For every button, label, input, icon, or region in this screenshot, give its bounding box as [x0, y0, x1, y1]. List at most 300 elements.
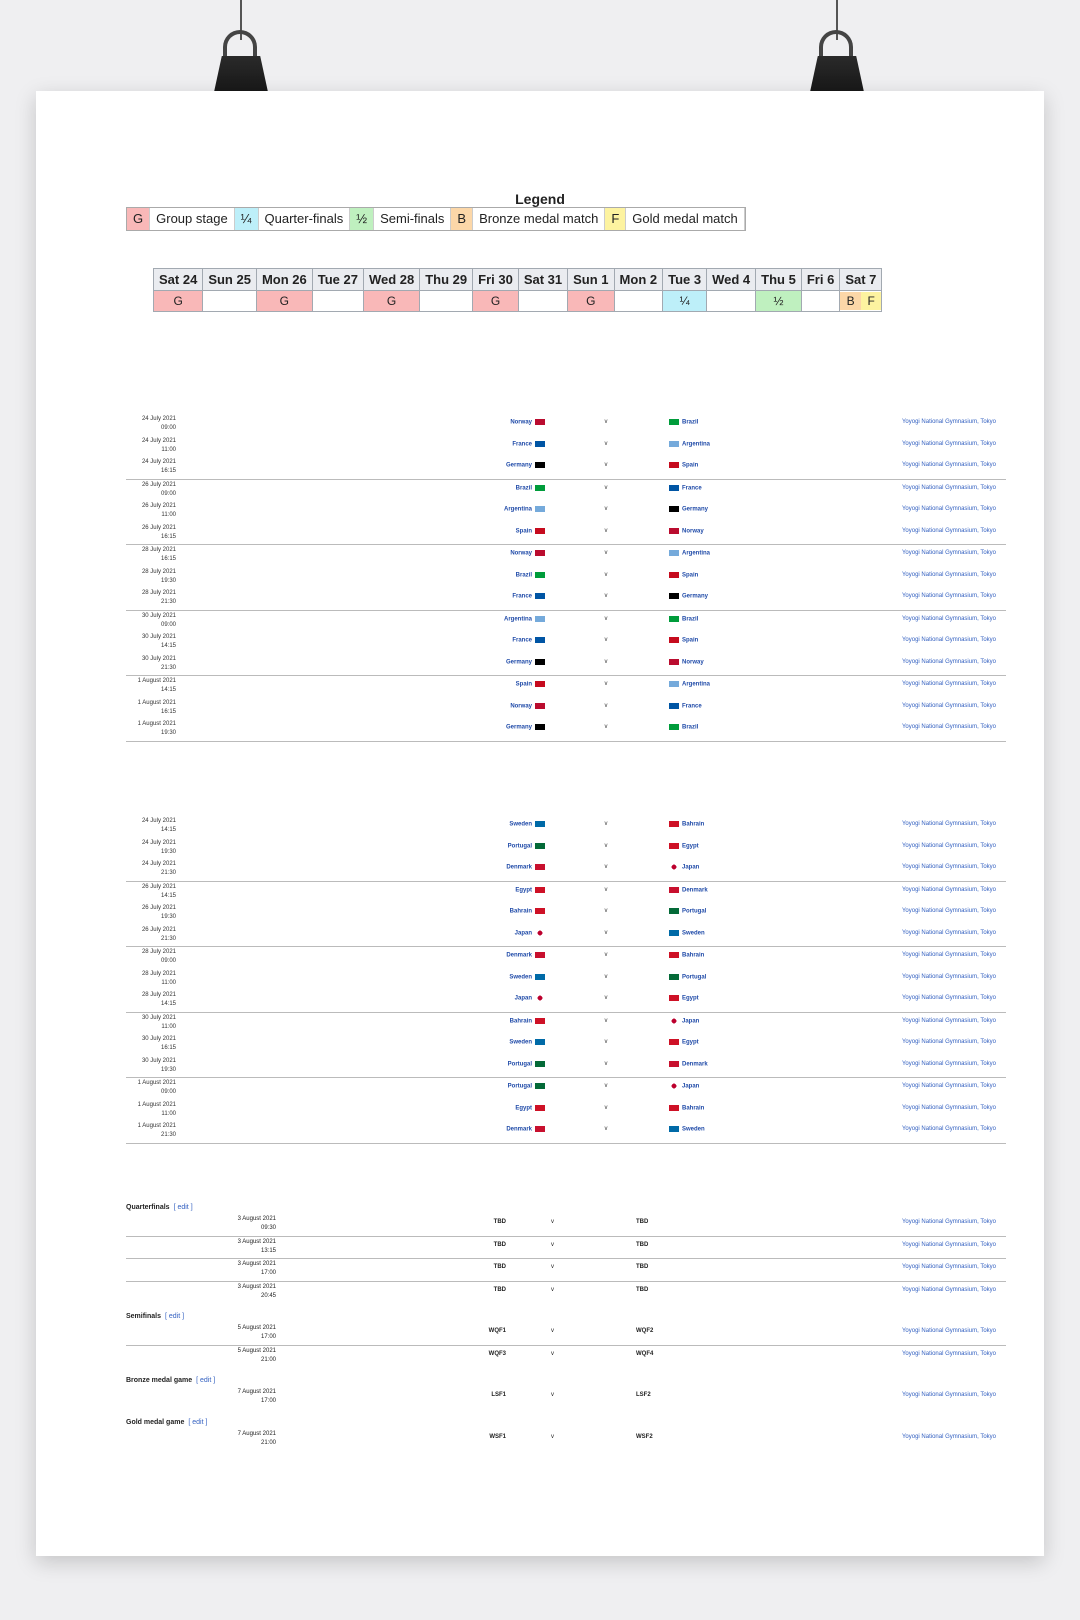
match-date: 30 July 2021	[141, 634, 176, 640]
away-team	[666, 974, 866, 981]
flag-icon	[535, 659, 545, 665]
match-time: 19:30	[160, 848, 176, 855]
home-team-name: France	[512, 593, 532, 600]
home-team	[336, 528, 548, 535]
match-time: 09:30	[260, 1225, 276, 1231]
match-date: 3 August 2021	[237, 1216, 276, 1222]
calendar-day-header: Mon 2	[614, 269, 663, 291]
calendar-day-header: Sat 7	[840, 269, 882, 291]
away-team	[666, 485, 866, 492]
flag-icon	[535, 908, 545, 914]
knockout-match-row	[126, 1346, 1006, 1368]
versus: v	[604, 1017, 608, 1024]
home-team-name: Sweden	[509, 974, 532, 981]
home-team-name: WSF1	[489, 1433, 506, 1440]
home-team-name: Bahrain	[509, 908, 532, 915]
flag-icon	[535, 930, 545, 936]
venue: Yoyogi National Gymnasium, Tokyo	[901, 593, 996, 599]
match-datetime	[126, 1122, 176, 1140]
match-datetime	[216, 1238, 276, 1256]
match-date: 24 July 2021	[141, 818, 176, 824]
away-team-name: Germany	[682, 593, 709, 600]
match-time: 19:30	[160, 1066, 176, 1073]
match-row	[126, 632, 1006, 654]
home-team-name: Norway	[510, 550, 532, 557]
match-row	[126, 925, 1006, 947]
match-time: 11:00	[161, 512, 176, 518]
match-row	[126, 969, 1006, 991]
versus: v	[604, 821, 608, 827]
calendar-day-header: Sun 25	[203, 269, 257, 291]
match-row	[126, 414, 1006, 436]
away-team-name: Brazil	[682, 616, 699, 623]
versus: v	[551, 1433, 554, 1440]
away-team	[666, 843, 866, 850]
away-team	[666, 864, 866, 871]
versus: v	[604, 419, 608, 425]
venue: Yoyogi National Gymnasium, Tokyo	[901, 1060, 996, 1067]
versus: v	[604, 440, 608, 447]
knockout-title: Bronze medal game	[126, 1377, 193, 1384]
match-time: 11:00	[161, 1023, 176, 1030]
home-team	[336, 441, 548, 448]
match-datetime	[126, 720, 176, 738]
match-datetime	[126, 415, 176, 433]
venue: Yoyogi National Gymnasium, Tokyo	[901, 1126, 996, 1132]
calendar-day-header: Tue 3	[663, 269, 707, 291]
away-team	[666, 593, 866, 600]
flag-icon	[535, 843, 545, 849]
calendar-cell	[614, 291, 663, 312]
match-date: 5 August 2021	[237, 1347, 276, 1354]
match-date: 30 July 2021	[141, 655, 176, 662]
match-row	[126, 1121, 1006, 1143]
match-date: 24 July 2021	[141, 416, 176, 422]
match-date: 30 July 2021	[141, 1014, 176, 1021]
flag-icon	[669, 528, 679, 534]
edit-link[interactable]: [ edit ]	[188, 1418, 208, 1426]
matchday-group	[126, 611, 1006, 677]
match-row	[126, 480, 1006, 502]
match-date: 5 August 2021	[237, 1325, 276, 1331]
legend-key: ½	[350, 208, 374, 230]
match-row	[126, 947, 1006, 969]
calendar-cell: ¼	[663, 291, 707, 312]
match-datetime	[126, 612, 176, 630]
match-date: 24 July 2021	[141, 437, 176, 444]
match-datetime	[126, 546, 176, 564]
match-datetime	[126, 1035, 176, 1053]
flag-icon	[535, 550, 545, 556]
flag-icon	[535, 1105, 545, 1111]
knockout-match-row	[126, 1282, 1006, 1304]
match-datetime	[126, 437, 176, 455]
flag-icon	[535, 616, 545, 622]
match-time: 14:15	[160, 687, 176, 693]
versus: v	[604, 571, 608, 578]
home-team	[336, 506, 548, 513]
home-team	[336, 908, 548, 915]
versus: v	[604, 973, 608, 980]
match-datetime	[126, 1014, 176, 1032]
match-row	[126, 436, 1006, 458]
match-datetime	[126, 589, 176, 607]
matchday-group	[126, 816, 1006, 882]
away-team-name: Denmark	[682, 1061, 708, 1068]
home-team	[336, 1039, 548, 1046]
home-team	[336, 952, 548, 959]
match-date: 1 August 2021	[137, 699, 176, 706]
match-row	[126, 1078, 1006, 1100]
away-team	[666, 681, 866, 688]
away-team-name: Argentina	[682, 681, 711, 688]
home-team-name: Portugal	[507, 1061, 532, 1068]
home-team	[336, 887, 548, 894]
versus: v	[604, 908, 608, 914]
home-team	[336, 485, 548, 492]
home-team	[336, 821, 548, 828]
venue: Yoyogi National Gymnasium, Tokyo	[901, 1104, 996, 1111]
home-team-name: TBD	[493, 1286, 506, 1293]
venue: Yoyogi National Gymnasium, Tokyo	[901, 550, 996, 556]
calendar-cell: G	[473, 291, 519, 312]
match-datetime	[126, 991, 176, 1009]
group-a-schedule	[126, 414, 1006, 742]
flag-icon	[535, 593, 545, 599]
venue: Yoyogi National Gymnasium, Tokyo	[901, 908, 996, 914]
away-team-name: Denmark	[682, 887, 708, 894]
match-time: 19:30	[160, 914, 176, 920]
calendar-day-header: Fri 30	[473, 269, 519, 291]
home-team-name: Japan	[514, 995, 532, 1002]
flag-icon	[535, 1061, 545, 1067]
knockout-heading	[126, 1419, 1006, 1429]
home-team-name: Denmark	[506, 952, 532, 959]
match-date: 1 August 2021	[137, 1123, 176, 1129]
match-datetime	[126, 860, 176, 878]
flag-icon	[535, 462, 545, 468]
match-datetime	[126, 1101, 176, 1119]
matchday-group	[126, 1078, 1006, 1144]
flag-icon	[535, 1018, 545, 1024]
venue: Yoyogi National Gymnasium, Tokyo	[901, 419, 996, 425]
home-team-name: Spain	[515, 528, 532, 535]
venue: Yoyogi National Gymnasium, Tokyo	[901, 637, 996, 643]
match-time: 17:00	[260, 1270, 276, 1276]
knockout-match-row	[126, 1429, 1006, 1451]
venue: Yoyogi National Gymnasium, Tokyo	[901, 886, 996, 893]
legend-label: Semi-finals	[374, 208, 451, 230]
home-team-name: Egypt	[515, 887, 532, 894]
match-datetime	[216, 1324, 276, 1342]
away-team-name: WSF2	[636, 1433, 653, 1440]
match-date: 28 July 2021	[141, 590, 176, 596]
match-date: 28 July 2021	[141, 949, 176, 955]
home-team-name: France	[512, 441, 532, 448]
venue: Yoyogi National Gymnasium, Tokyo	[901, 1264, 996, 1270]
flag-icon	[669, 843, 679, 849]
home-team-name: TBD	[493, 1264, 506, 1270]
legend-key: B	[451, 208, 473, 230]
matchday-group	[126, 882, 1006, 948]
versus: v	[604, 702, 608, 709]
calendar-cell	[707, 291, 756, 312]
match-time: 21:30	[160, 664, 176, 671]
calendar-day-header: Mon 26	[256, 269, 312, 291]
home-team-name: Norway	[510, 703, 532, 710]
flag-icon	[669, 681, 679, 687]
away-team	[666, 703, 866, 710]
knockout-schedule	[126, 1204, 1006, 1460]
match-row	[126, 1013, 1006, 1035]
match-row	[126, 611, 1006, 633]
away-team-name: Brazil	[682, 724, 699, 731]
legend-title: Legend	[515, 191, 565, 207]
flag-icon	[669, 908, 679, 914]
versus: v	[551, 1350, 554, 1357]
away-team-name: WQF2	[636, 1328, 654, 1334]
venue: Yoyogi National Gymnasium, Tokyo	[901, 929, 996, 936]
knockout-match-row	[126, 1214, 1006, 1237]
flag-icon	[669, 1039, 679, 1045]
match-time: 16:15	[160, 1045, 176, 1051]
home-team	[336, 1105, 548, 1112]
versus: v	[604, 681, 608, 687]
knockout-heading	[126, 1377, 1006, 1387]
home-team	[336, 616, 548, 623]
venue: Yoyogi National Gymnasium, Tokyo	[901, 1433, 996, 1440]
versus: v	[604, 886, 608, 893]
home-team	[336, 864, 548, 871]
away-team-name: LSF2	[636, 1392, 651, 1398]
home-team	[336, 724, 548, 731]
home-team-name: WQF1	[488, 1328, 506, 1334]
versus: v	[551, 1328, 554, 1334]
edit-link[interactable]: [ edit ]	[196, 1377, 216, 1384]
match-time: 09:00	[160, 958, 176, 964]
home-team-name: Brazil	[515, 485, 532, 492]
venue: Yoyogi National Gymnasium, Tokyo	[901, 1328, 996, 1334]
edit-link[interactable]: [ edit ]	[173, 1204, 193, 1211]
home-team-name: Portugal	[507, 843, 532, 850]
calendar-day-header: Wed 4	[707, 269, 756, 291]
calendar-table	[153, 268, 882, 312]
flag-icon	[535, 1126, 545, 1132]
venue: Yoyogi National Gymnasium, Tokyo	[901, 864, 996, 870]
away-team-name: Sweden	[682, 1126, 705, 1133]
flag-icon	[669, 887, 679, 893]
legend-label: Bronze medal match	[473, 208, 605, 230]
away-team-name: Egypt	[682, 843, 699, 850]
knockout-match-row	[126, 1323, 1006, 1346]
match-date: 28 July 2021	[141, 568, 176, 575]
away-team-name: TBD	[636, 1241, 649, 1248]
match-date: 28 July 2021	[141, 970, 176, 977]
home-team-name: Japan	[514, 930, 532, 937]
home-team-name: Brazil	[515, 572, 532, 579]
flag-icon	[669, 462, 679, 468]
venue: Yoyogi National Gymnasium, Tokyo	[901, 1241, 996, 1248]
match-time: 21:00	[260, 1439, 276, 1446]
flag-icon	[535, 952, 545, 958]
match-datetime	[216, 1388, 276, 1406]
venue: Yoyogi National Gymnasium, Tokyo	[901, 842, 996, 849]
calendar-cell	[518, 291, 567, 312]
versus: v	[551, 1392, 554, 1398]
match-row	[126, 903, 1006, 925]
venue: Yoyogi National Gymnasium, Tokyo	[901, 1392, 996, 1398]
home-team	[336, 572, 548, 579]
venue: Yoyogi National Gymnasium, Tokyo	[901, 1286, 996, 1293]
flag-icon	[535, 703, 545, 709]
home-team	[336, 1018, 548, 1025]
away-team-name: Portugal	[682, 908, 707, 915]
knockout-title: Semifinals	[126, 1313, 162, 1320]
match-time: 20:45	[260, 1292, 276, 1299]
away-team-name: France	[682, 703, 702, 710]
venue: Yoyogi National Gymnasium, Tokyo	[901, 658, 996, 665]
versus: v	[551, 1286, 554, 1293]
match-time: 21:30	[160, 935, 176, 942]
match-row	[126, 501, 1006, 523]
away-team-name: Japan	[682, 1018, 700, 1025]
versus: v	[604, 929, 608, 936]
versus: v	[604, 658, 608, 665]
match-date: 26 July 2021	[141, 905, 176, 911]
calendar-day-header: Sun 1	[568, 269, 614, 291]
venue: Yoyogi National Gymnasium, Tokyo	[901, 681, 996, 687]
calendar-stage-F: F	[861, 292, 882, 310]
versus: v	[551, 1219, 554, 1225]
legend-label: Group stage	[150, 208, 235, 230]
home-team-name: Argentina	[503, 506, 532, 513]
knockout-match-row	[126, 1237, 1006, 1260]
matchday-group	[126, 676, 1006, 742]
away-team	[666, 1018, 866, 1025]
calendar-cell	[312, 291, 363, 312]
flag-icon	[669, 1126, 679, 1132]
away-team-name: Spain	[682, 637, 699, 644]
match-time: 11:00	[161, 979, 176, 986]
edit-link[interactable]: [ edit ]	[165, 1313, 185, 1320]
match-date: 30 July 2021	[141, 1036, 176, 1042]
match-date: 24 July 2021	[141, 839, 176, 846]
venue: Yoyogi National Gymnasium, Tokyo	[901, 462, 996, 468]
flag-icon	[669, 659, 679, 665]
flag-icon	[669, 550, 679, 556]
match-row	[126, 588, 1006, 610]
match-date: 1 August 2021	[137, 678, 176, 684]
home-team-name: Denmark	[506, 1126, 532, 1133]
knockout-title: Quarterfinals	[126, 1204, 170, 1211]
away-team-name: Japan	[682, 864, 700, 871]
flag-icon	[535, 485, 545, 491]
away-team-name: Spain	[682, 572, 699, 579]
calendar-stage-B: B	[840, 292, 861, 310]
home-team-name: Norway	[510, 419, 532, 426]
home-team-name: Egypt	[515, 1105, 532, 1112]
match-row	[126, 719, 1006, 741]
away-team	[666, 528, 866, 535]
match-time: 21:30	[160, 599, 176, 605]
away-team-name: TBD	[636, 1286, 649, 1293]
away-team	[666, 572, 866, 579]
match-time: 16:15	[160, 468, 176, 474]
calendar-day-header: Fri 6	[801, 269, 839, 291]
flag-icon	[669, 1083, 679, 1089]
away-team-name: Spain	[682, 462, 699, 469]
away-team	[666, 462, 866, 469]
versus: v	[604, 527, 608, 534]
away-team	[666, 821, 866, 828]
match-date: 26 July 2021	[141, 524, 176, 531]
flag-icon	[669, 930, 679, 936]
away-team-name: Japan	[682, 1083, 700, 1090]
flag-icon	[669, 485, 679, 491]
home-team-name: Germany	[505, 462, 532, 469]
match-time: 16:15	[160, 708, 176, 715]
versus: v	[604, 1104, 608, 1111]
legend-key: G	[127, 208, 150, 230]
flag-icon	[535, 724, 545, 730]
match-datetime	[126, 458, 176, 476]
venue: Yoyogi National Gymnasium, Tokyo	[901, 995, 996, 1001]
away-team	[666, 887, 866, 894]
match-date: 26 July 2021	[141, 883, 176, 890]
match-date: 1 August 2021	[137, 721, 176, 727]
match-row	[126, 523, 1006, 545]
match-date: 30 July 2021	[141, 612, 176, 619]
home-team	[336, 843, 548, 850]
flag-icon	[669, 952, 679, 958]
match-time: 11:00	[161, 1110, 176, 1117]
match-time: 17:00	[260, 1334, 276, 1340]
venue: Yoyogi National Gymnasium, Tokyo	[901, 506, 996, 512]
matchday-group	[126, 1013, 1006, 1079]
home-team-name: Sweden	[509, 821, 532, 828]
versus: v	[551, 1264, 554, 1270]
calendar-day-header: Sat 24	[154, 269, 203, 291]
match-date: 28 July 2021	[141, 992, 176, 998]
versus: v	[551, 1241, 554, 1248]
match-time: 21:00	[260, 1356, 276, 1363]
match-row	[126, 838, 1006, 860]
match-row	[126, 545, 1006, 567]
match-date: 7 August 2021	[237, 1430, 276, 1437]
match-date: 30 July 2021	[141, 1057, 176, 1064]
home-team	[336, 930, 548, 937]
away-team	[666, 1105, 866, 1112]
versus: v	[604, 615, 608, 622]
flag-icon	[669, 572, 679, 578]
match-datetime	[126, 948, 176, 966]
match-time: 09:00	[160, 621, 176, 628]
away-team-name: Bahrain	[682, 1105, 705, 1112]
venue: Yoyogi National Gymnasium, Tokyo	[901, 484, 996, 491]
flag-icon	[669, 1105, 679, 1111]
calendar-cell: G	[256, 291, 312, 312]
flag-icon	[535, 974, 545, 980]
versus: v	[604, 952, 608, 958]
match-time: 14:15	[160, 643, 176, 649]
away-team	[666, 1083, 866, 1090]
match-time: 14:15	[160, 827, 176, 833]
knockout-title: Gold medal game	[126, 1418, 185, 1426]
match-datetime	[126, 677, 176, 695]
away-team-name: France	[682, 485, 702, 492]
match-datetime	[216, 1430, 276, 1448]
match-time: 09:00	[160, 490, 176, 497]
